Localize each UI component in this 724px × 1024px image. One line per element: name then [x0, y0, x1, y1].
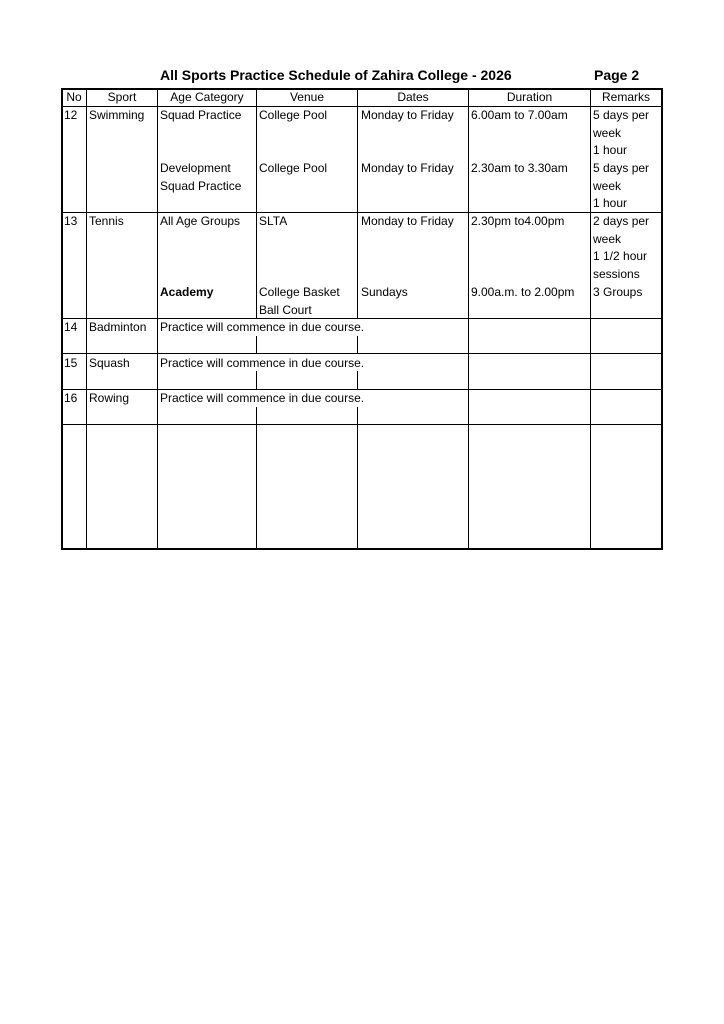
- practice-note: Practice will commence in due course.: [160, 356, 365, 370]
- dates: Monday to Friday: [361, 214, 454, 228]
- duration: 2.30am to 3.30am: [471, 161, 568, 175]
- header-no: No: [66, 90, 82, 104]
- remarks: 1 hour: [593, 143, 628, 157]
- sport-name: Badminton: [89, 320, 147, 334]
- sport-name: Rowing: [89, 391, 130, 405]
- age-category: Squad Practice: [160, 108, 242, 122]
- header-venue: Venue: [289, 90, 325, 104]
- remarks: 3 Groups: [593, 285, 643, 299]
- header-age-category: Age Category: [170, 90, 244, 104]
- row-number: 12: [64, 108, 78, 122]
- age-category: Squad Practice: [160, 178, 242, 193]
- duration: 2.30pm to4.00pm: [471, 214, 565, 228]
- header-remarks: Remarks: [601, 90, 650, 104]
- practice-note: Practice will commence in due course.: [160, 391, 365, 405]
- header-dates: Dates: [397, 90, 429, 104]
- sport-name: Swimming: [89, 108, 145, 122]
- header-duration: Duration: [506, 90, 553, 104]
- row-number: 13: [64, 214, 78, 228]
- remarks: week: [593, 231, 622, 246]
- remarks: 5 days per: [593, 161, 650, 175]
- row-number: 16: [64, 391, 78, 405]
- sport-name: Tennis: [89, 214, 124, 228]
- page-title: All Sports Practice Schedule of Zahira College - 2026: [160, 67, 512, 83]
- sport-name: Squash: [89, 356, 130, 370]
- dates: Sundays: [361, 285, 408, 299]
- remarks: sessions: [593, 266, 640, 281]
- remarks: week: [593, 178, 622, 193]
- remarks: 2 days per: [593, 214, 650, 228]
- venue: SLTA: [259, 214, 288, 228]
- row-number: 14: [64, 320, 78, 334]
- duration: 6.00am to 7.00am: [471, 108, 568, 122]
- age-category: Development: [160, 161, 231, 175]
- dates: Monday to Friday: [361, 108, 454, 122]
- venue: College Basket: [259, 285, 340, 299]
- remarks: week: [593, 125, 622, 140]
- page-number: Page 2: [594, 67, 640, 83]
- age-category: All Age Groups: [160, 214, 241, 228]
- venue: College Pool: [259, 161, 328, 175]
- age-category: Academy: [160, 285, 214, 299]
- header-sport: Sport: [107, 90, 137, 104]
- duration: 9.00a.m. to 2.00pm: [471, 285, 575, 299]
- remarks: 1 1/2 hour: [593, 249, 648, 263]
- remarks: 5 days per: [593, 108, 650, 122]
- venue: College Pool: [259, 108, 328, 122]
- dates: Monday to Friday: [361, 161, 454, 175]
- venue: Ball Court: [259, 302, 312, 317]
- row-number: 15: [64, 356, 78, 370]
- remarks: 1 hour: [593, 196, 628, 210]
- practice-note: Practice will commence in due course.: [160, 320, 365, 334]
